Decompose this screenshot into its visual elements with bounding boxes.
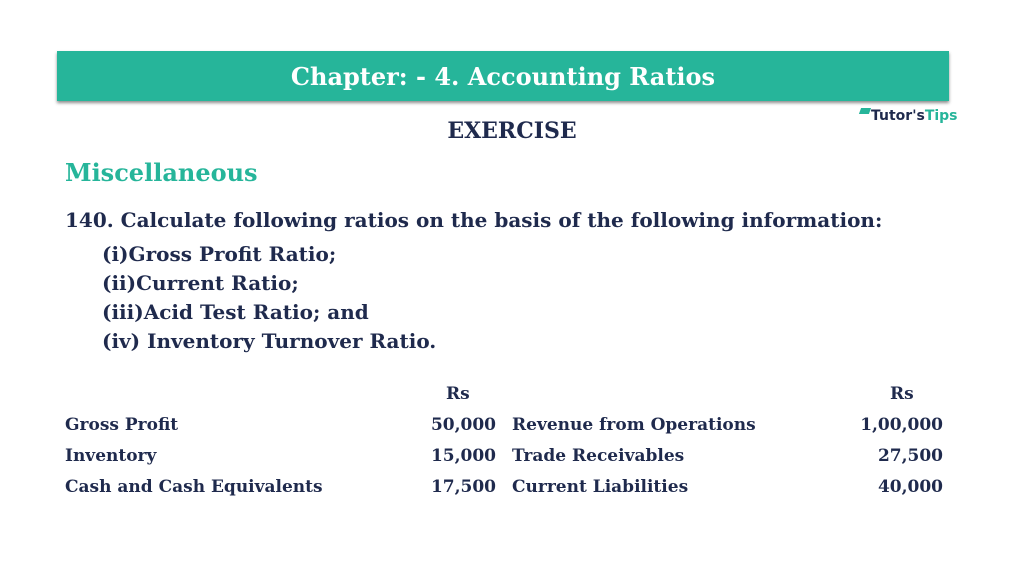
logo-text-tutors: Tutor's — [871, 108, 925, 124]
logo-text-tips: Tips — [924, 108, 958, 124]
exercise-title: EXERCISE — [447, 118, 577, 144]
left-value-gross-profit: 50,000 — [430, 415, 496, 435]
left-label-inventory: Inventory — [65, 446, 157, 466]
left-label-cash: Cash and Cash Equivalents — [65, 477, 323, 497]
ratio-item: (iv) Inventory Turnover Ratio. — [102, 329, 437, 353]
left-value-cash: 17,500 — [430, 477, 496, 497]
right-label-revenue: Revenue from Operations — [512, 415, 756, 435]
right-label-trade-receivables: Trade Receivables — [512, 446, 685, 466]
ratio-item: (iii)Acid Test Ratio; and — [102, 300, 369, 324]
question-text: 140. Calculate following ratios on the basis of the following information: — [65, 208, 883, 232]
chapter-title: Chapter: - 4. Accounting Ratios — [290, 61, 716, 91]
right-value-revenue: 1,00,000 — [860, 415, 943, 435]
right-value-trade-receivables: 27,500 — [877, 446, 943, 466]
left-value-inventory: 15,000 — [430, 446, 496, 466]
ratio-item: (i)Gross Profit Ratio; — [102, 242, 337, 266]
right-currency-header: Rs — [890, 384, 914, 404]
left-label-gross-profit: Gross Profit — [65, 415, 179, 435]
ratio-list — [102, 240, 436, 356]
graduation-cap-icon — [859, 108, 871, 114]
right-label-current-liabilities: Current Liabilities — [512, 477, 689, 497]
right-value-current-liabilities: 40,000 — [877, 477, 943, 497]
ratio-item: (ii)Current Ratio; — [102, 271, 299, 295]
left-currency-header: Rs — [446, 384, 470, 404]
section-heading: Miscellaneous — [65, 158, 258, 187]
chapter-banner — [57, 51, 949, 101]
tutors-tips-logo — [860, 108, 958, 124]
